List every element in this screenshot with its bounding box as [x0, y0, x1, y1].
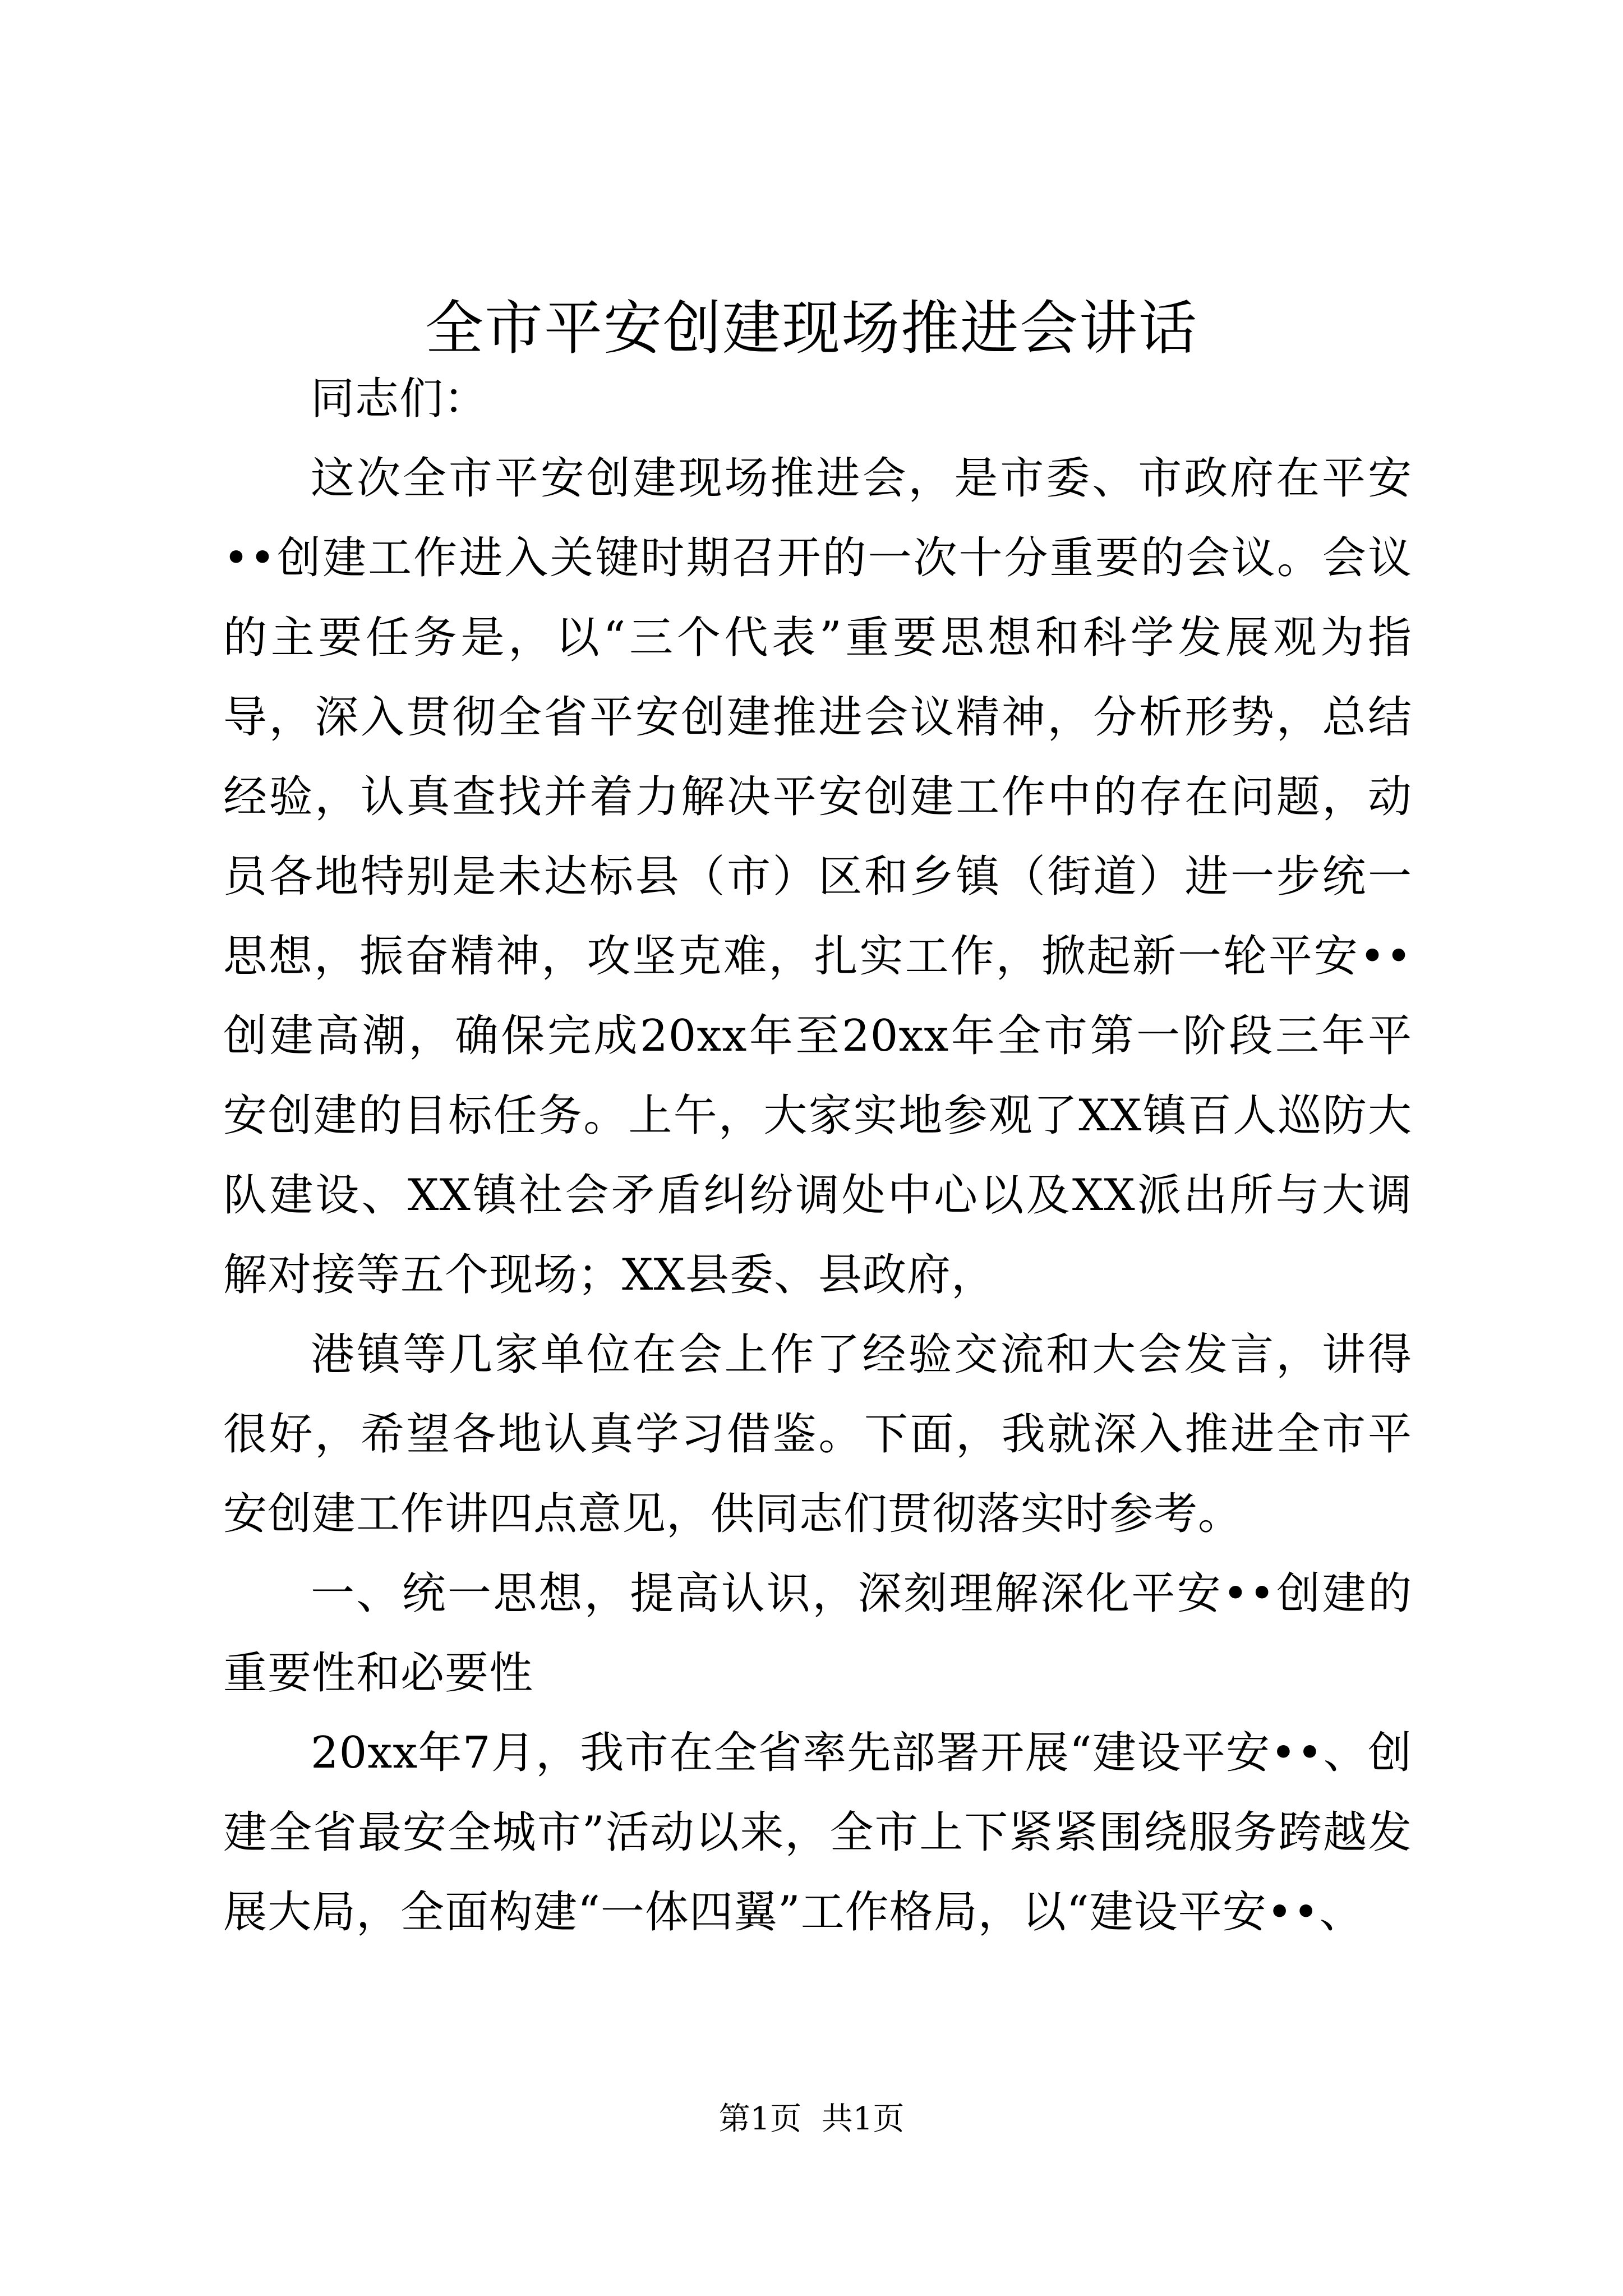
page-number: 第1页	[718, 2101, 802, 2137]
document-title: 全市平安创建现场推进会讲话	[425, 294, 1198, 362]
body-paragraph-1: 这次全市平安创建现场推进会，是市委、市政府在平安••创建工作进入关键时期召开的一次十分重要的会议。会议的主要任务是，以“三个代表”重要思想和科学发展观为指导，深入贯彻全省平安创建推进会议精神，分析形势，总结经验，认真查找并着力解决平安创建工作中的存在问题，动员各地特别是未达标县（市）区和乡镇（街道）进一步统一思想，振奋精神，攻坚克难，扎实工作，掀起新一轮平安••创建高潮，确保完成20xx年至20xx年全市第一阶段三年平安创建的目标任务。上午，大家实地参观了XX镇百人巡防大队建设、XX镇社会矛盾纠纷调处中心以及XX派出所与大调解对接等五个现场；XX县委、县政府，	[223, 453, 1412, 1300]
body-paragraph-3: 20xx年7月，我市在全省率先部署开展“建设平安••、创建全省最安全城市”活动以来，全市上下紧紧围绕服务跨越发展大局，全面构建“一体四翼”工作格局，以“建设平安••、	[223, 1728, 1412, 1938]
document-body	[223, 359, 1412, 1952]
page-total: 共1页	[821, 2101, 905, 2137]
page-footer	[0, 2097, 1623, 2142]
salutation-paragraph: 同志们：	[311, 374, 488, 424]
section-heading-1: 一、统一思想，提高认识，深刻理解深化平安••创建的重要性和必要性	[223, 1568, 1412, 1699]
body-paragraph-2: 港镇等几家单位在会上作了经验交流和大会发言，讲得很好，希望各地认真学习借鉴。下面，我就深入推进全市平安创建工作讲四点意见，供同志们贯彻落实时参考。	[223, 1329, 1412, 1539]
